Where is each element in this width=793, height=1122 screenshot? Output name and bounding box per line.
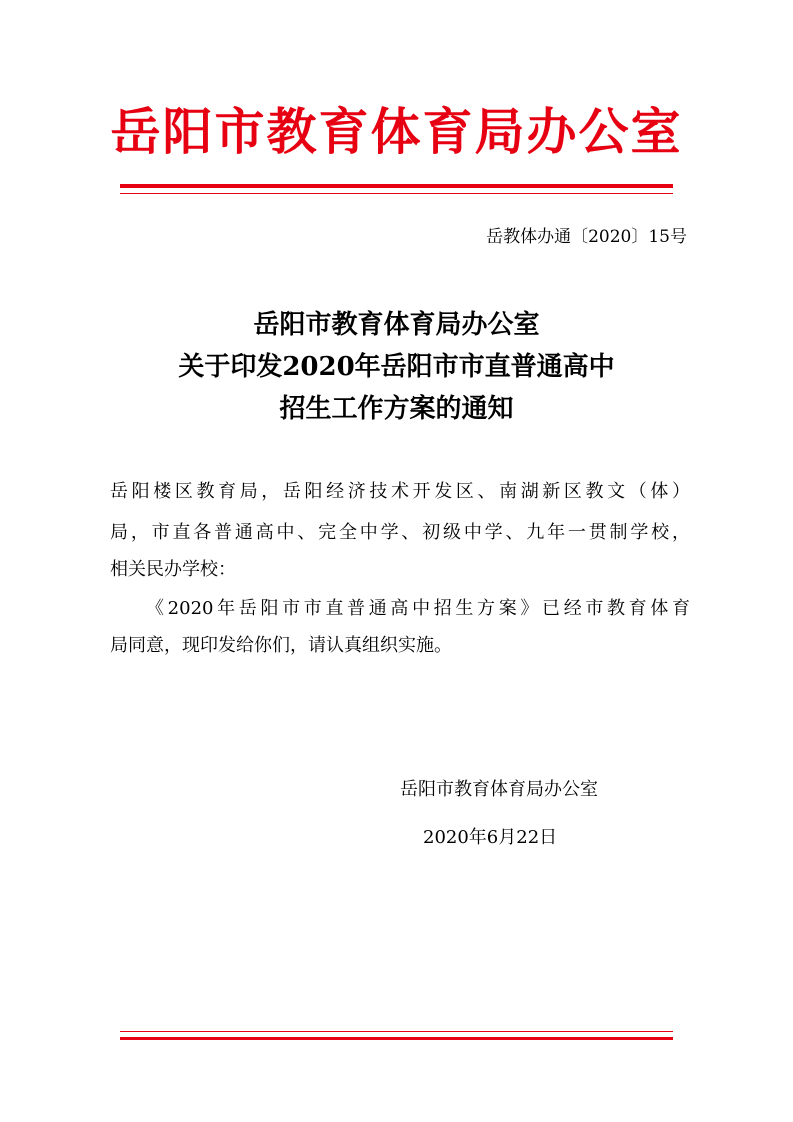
body-line-1: 《2020年岳阳市市直普通高中招生方案》已经市教育体育 bbox=[146, 598, 690, 619]
title-line-2: 关于印发2020年岳阳市市直普通高中 bbox=[178, 352, 615, 382]
header-rule-thin bbox=[120, 193, 673, 194]
body-line-2: 局同意，现印发给你们，请认真组织实施。 bbox=[110, 635, 452, 656]
document-number: 岳教体办通〔2020〕15号 bbox=[486, 227, 687, 247]
header-rule-thick bbox=[120, 184, 673, 188]
title-line-1: 岳阳市教育体育局办公室 bbox=[253, 310, 540, 340]
title-line-3: 招生工作方案的通知 bbox=[279, 394, 514, 424]
signature-org: 岳阳市教育体育局办公室 bbox=[400, 779, 598, 800]
signature-date: 2020年6月22日 bbox=[423, 827, 558, 848]
footer-rule-thin bbox=[120, 1031, 673, 1032]
recipients-line-1: 岳阳楼区教育局，岳阳经济技术开发区、南湖新区教文（体） bbox=[110, 481, 690, 502]
footer-rule-thick bbox=[120, 1037, 673, 1040]
issuing-org-header: 岳阳市教育体育局办公室 bbox=[110, 103, 683, 161]
recipients-line-2: 局，市直各普通高中、完全中学、初级中学、九年一贯制学校， bbox=[110, 522, 690, 543]
recipients-line-3: 相关民办学校： bbox=[110, 559, 236, 580]
